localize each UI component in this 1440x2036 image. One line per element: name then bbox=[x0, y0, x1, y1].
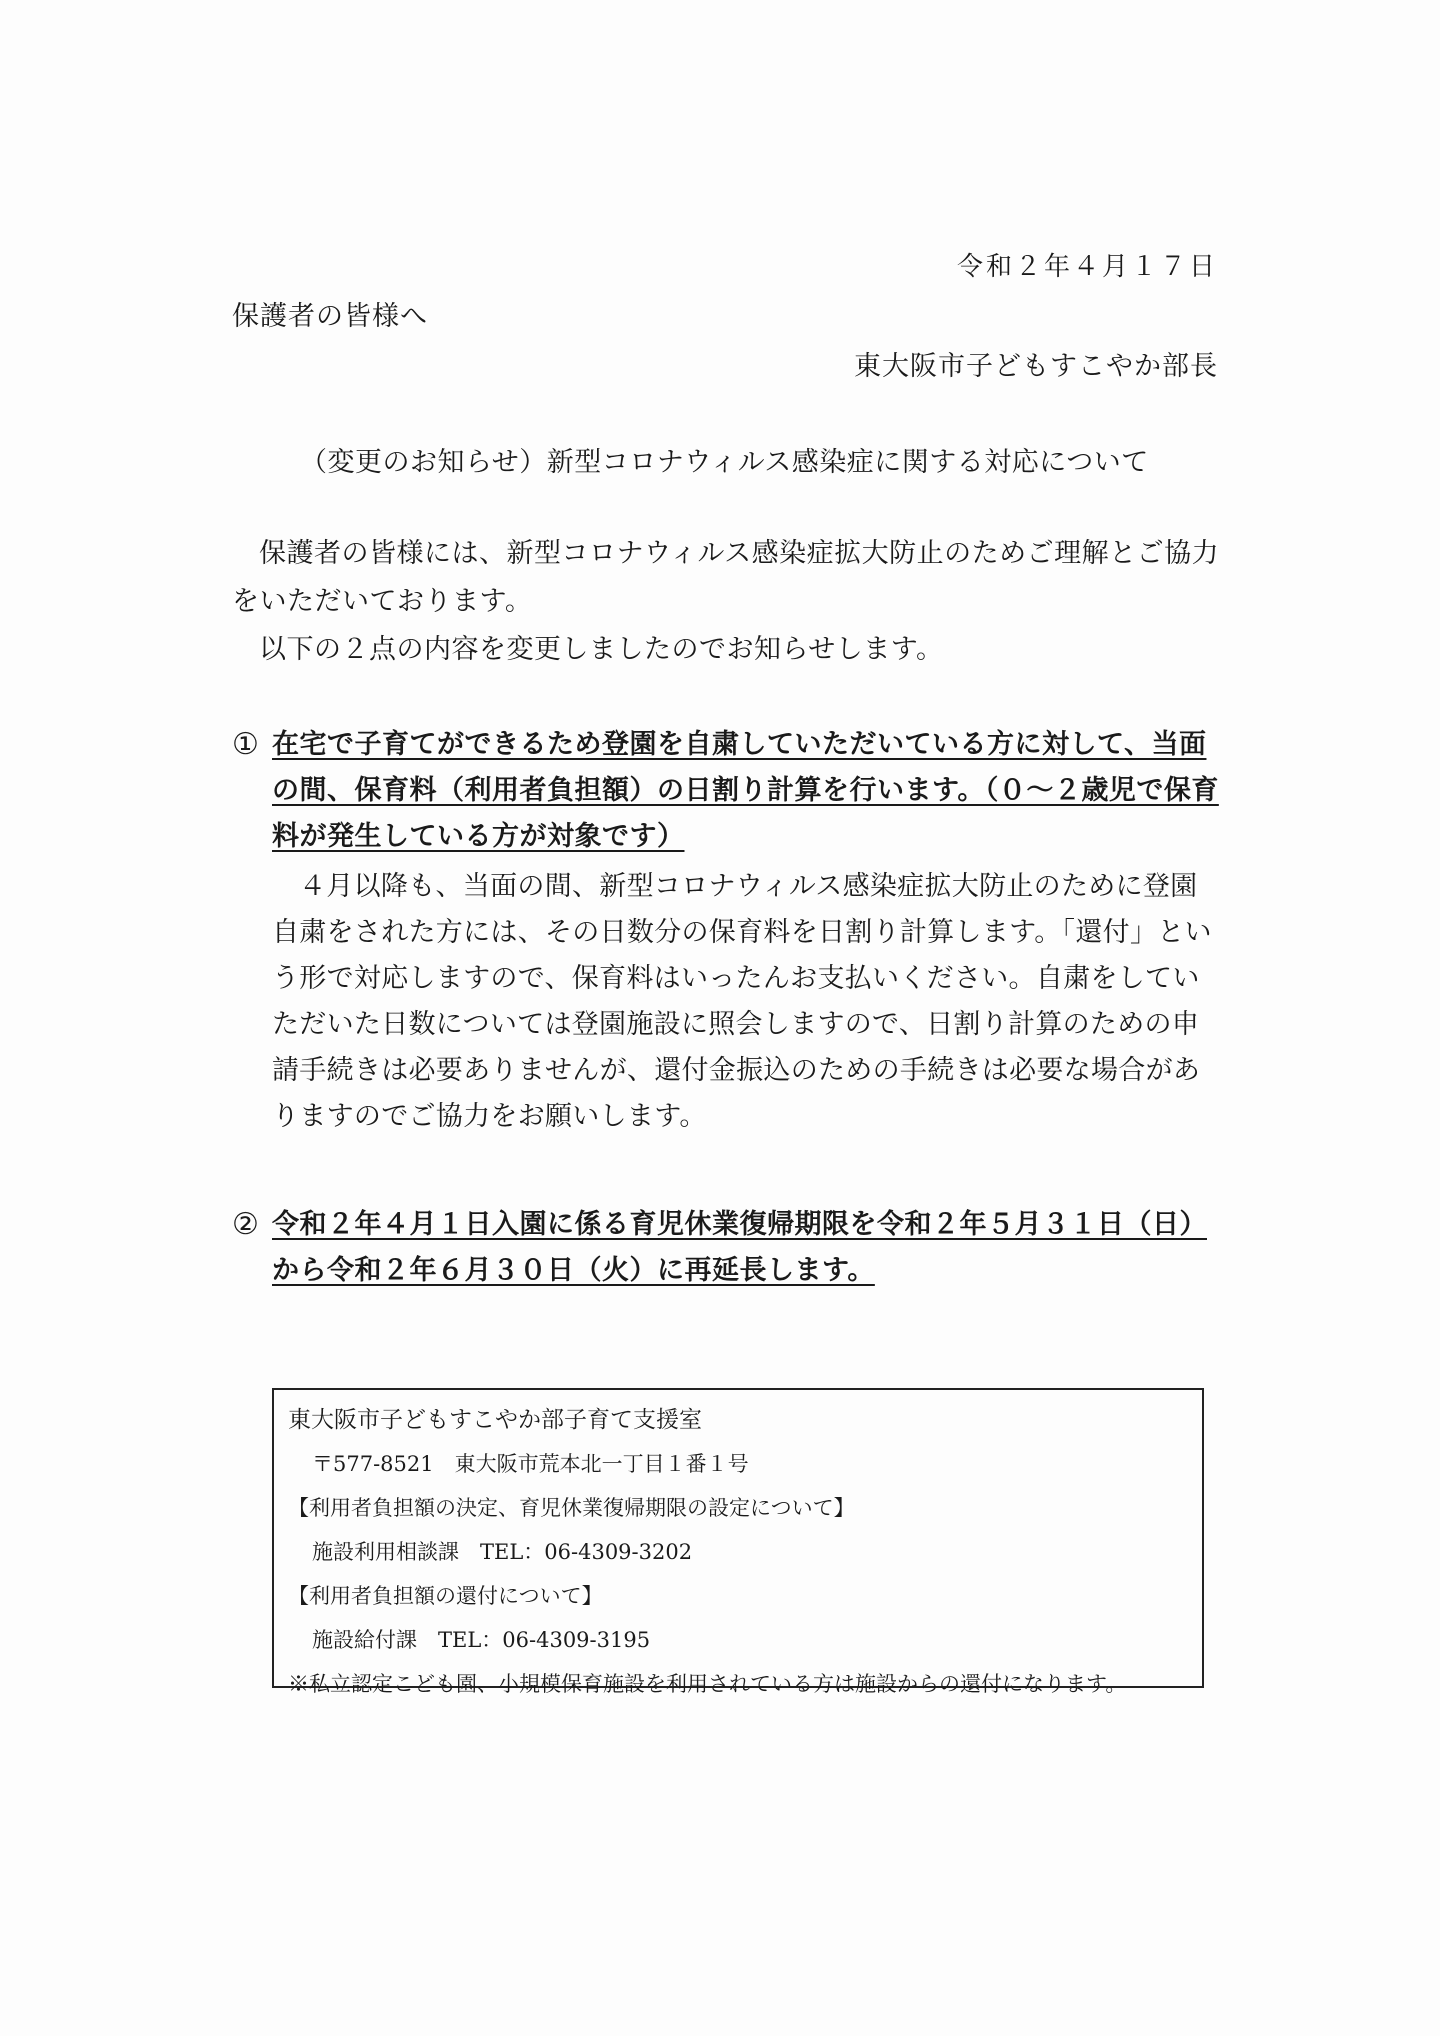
item-heading-text: 在宅で子育てができるため登園を自粛していただいている方に対して、当面の間、保育料（利用者負担額）の日割り計算を行います。（０～２歳児で保育料が発生している方が対象です） bbox=[272, 729, 1219, 852]
addressee: 保護者の皆様へ bbox=[232, 301, 428, 332]
contact-section-1-heading: 【利用者負担額の決定、育児休業復帰期限の設定について】 bbox=[288, 1496, 855, 1520]
sender: 東大阪市子どもすこやか部長 bbox=[854, 351, 1218, 382]
item-body bbox=[272, 864, 1222, 1140]
contact-box bbox=[272, 1388, 1204, 1696]
contact-address: 〒577-8521 東大阪市荒本北一丁目１番１号 bbox=[312, 1452, 749, 1476]
item-heading-text: 令和２年４月１日入園に係る育児休業復帰期限を令和２年５月３１日（日）から令和２年６月３０日（火）に再延長します。 bbox=[272, 1209, 1207, 1286]
contact-section-2-phone: 施設給付課 TEL：06-4309-3195 bbox=[312, 1628, 651, 1652]
contact-section-2-heading: 【利用者負担額の還付について】 bbox=[288, 1584, 603, 1608]
document-date: 令和２年４月１７日 bbox=[956, 252, 1218, 282]
intro-paragraph-2: 以下の２点の内容を変更しましたのでお知らせします。 bbox=[259, 634, 944, 665]
intro-paragraph-1: 保護者の皆様には、新型コロナウィルス感染症拡大防止のためご理解とご協力をいただいております。 bbox=[232, 538, 1220, 617]
item-heading bbox=[272, 722, 1222, 860]
item-number: ① bbox=[232, 727, 259, 762]
contact-office: 東大阪市子どもすこやか部子育て支援室 bbox=[288, 1407, 702, 1433]
subject-line: （変更のお知らせ）新型コロナウィルス感染症に関する対応について bbox=[300, 447, 1149, 478]
item-body-text: ４月以降も、当面の間、新型コロナウィルス感染症拡大防止のために登園自粛をされた方には、その日数分の保育料を日割り計算します。「還付」という形で対応しますので、保育料はいったんお支払いください。自粛をしていただいた日数については登園施設に照会しますので、日割り計算のための申請手続きは必要ありませんが、還付金振込のための手続きは必要な場合がありますのでご協力をお願いします。 bbox=[272, 871, 1212, 1132]
notice-item-1 bbox=[232, 722, 1222, 1140]
notice-item-2 bbox=[232, 1202, 1222, 1294]
item-heading bbox=[272, 1202, 1222, 1294]
contact-section-1-phone: 施設利用相談課 TEL：06-4309-3202 bbox=[312, 1540, 693, 1564]
item-number: ② bbox=[232, 1207, 259, 1242]
contact-note: ※私立認定こども園、小規模保育施設を利用されている方は施設からの還付になります。 bbox=[288, 1672, 1127, 1696]
